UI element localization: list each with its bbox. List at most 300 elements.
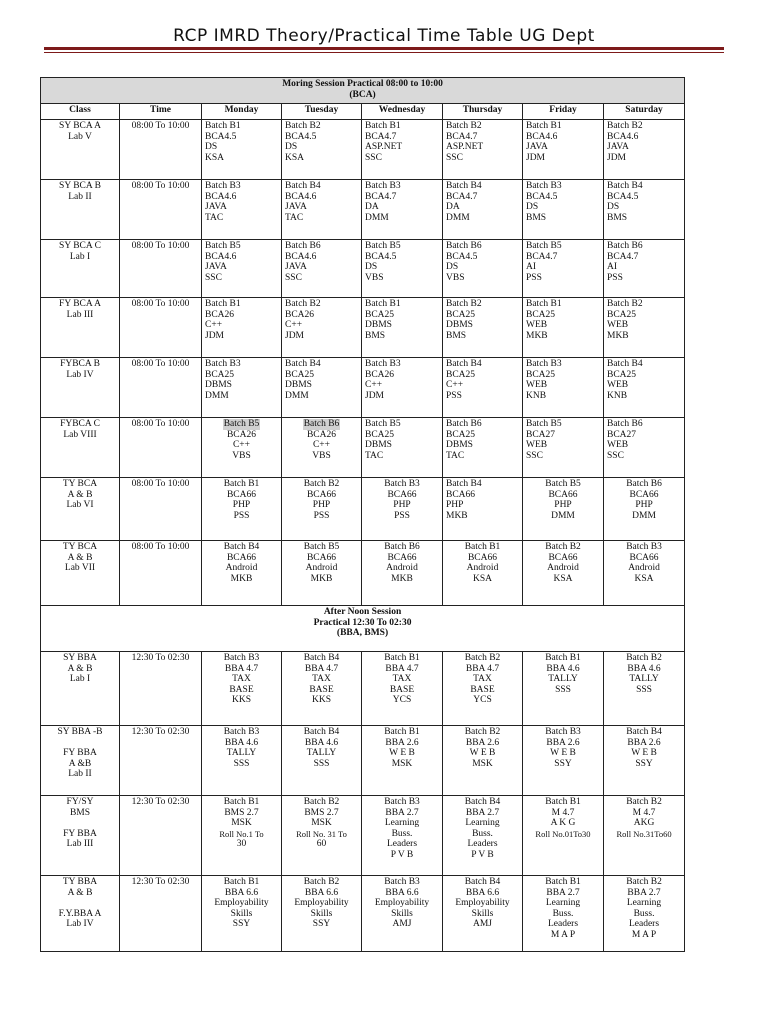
slot-line: BCA66 bbox=[306, 552, 337, 563]
slot-line: DMM bbox=[551, 510, 575, 521]
slot-line: KNB bbox=[526, 390, 547, 401]
batch-label: Batch B5 bbox=[223, 419, 260, 429]
slot-line: MKB bbox=[310, 573, 333, 584]
batch-label: Batch B2 bbox=[285, 299, 321, 309]
batch-label: Batch B2 bbox=[303, 877, 340, 887]
morning-session-header bbox=[41, 78, 685, 104]
slot-cell bbox=[282, 726, 362, 796]
slot-line: SSS bbox=[636, 684, 652, 695]
slot-cell bbox=[282, 358, 362, 418]
slot-line: AMJ bbox=[472, 919, 492, 930]
batch-label: Batch B1 bbox=[545, 797, 581, 807]
slot-line: BBA 4.7 bbox=[385, 663, 419, 674]
slot-cell bbox=[523, 298, 604, 358]
slot-line: BCA4.6 bbox=[526, 131, 558, 142]
time-cell: 12:30 To 02:30 bbox=[120, 796, 202, 876]
slot-line: BCA26 bbox=[205, 309, 235, 320]
class-line: TY BCA bbox=[62, 479, 98, 489]
slot-line: SSC bbox=[446, 152, 463, 163]
class-line: Lab II bbox=[68, 191, 92, 202]
batch-label: Batch B6 bbox=[285, 241, 321, 251]
slot-line: BASE bbox=[389, 684, 415, 695]
slot-line: BCA25 bbox=[365, 429, 395, 440]
slot-line: M 4.7 bbox=[551, 807, 575, 818]
slot-line: BBA 4.6 bbox=[224, 737, 259, 748]
batch-label: Batch B4 bbox=[607, 181, 643, 191]
slot-line: C++ bbox=[446, 380, 464, 391]
class-line: TY BBA bbox=[62, 877, 98, 887]
slot-line: BCA26 bbox=[285, 309, 315, 320]
slot-line: BBA 2.6 bbox=[627, 737, 661, 748]
slot-line: BCA66 bbox=[467, 552, 498, 563]
slot-line: PSS bbox=[526, 272, 542, 283]
slot-line: BBA 4.6 bbox=[546, 663, 580, 674]
slot-cell bbox=[443, 180, 523, 240]
batch-label: Batch B1 bbox=[545, 653, 581, 663]
slot-line: BCA25 bbox=[365, 309, 395, 320]
batch-label: Batch B4 bbox=[223, 542, 260, 552]
batch-label: Batch B3 bbox=[223, 653, 260, 663]
slot-cell bbox=[443, 240, 523, 298]
slot-cell bbox=[202, 358, 282, 418]
title-rule-thick bbox=[44, 47, 724, 50]
class-line: SY BCA C bbox=[59, 241, 101, 251]
slot-line: W E B bbox=[469, 748, 496, 759]
batch-label: Batch B6 bbox=[446, 241, 482, 251]
slot-cell bbox=[282, 478, 362, 541]
morning-row bbox=[41, 298, 685, 358]
slot-line: DS bbox=[526, 202, 539, 213]
batch-label: Batch B5 bbox=[365, 419, 401, 429]
slot-cell bbox=[362, 358, 443, 418]
afternoon-row bbox=[41, 796, 685, 876]
class-line: FY BBA bbox=[63, 748, 97, 759]
slot-line: JAVA bbox=[526, 142, 548, 153]
class-line: Lab VIII bbox=[63, 429, 97, 440]
batch-label: Batch B4 bbox=[464, 877, 501, 887]
slot-line: BBA 4.7 bbox=[465, 663, 500, 674]
slot-line: BCA66 bbox=[306, 489, 337, 500]
slot-line: C++ bbox=[312, 440, 331, 451]
slot-line: MSK bbox=[311, 818, 332, 829]
slot-cell bbox=[362, 478, 443, 541]
slot-line: BCA4.7 bbox=[365, 191, 397, 202]
slot-line: PSS bbox=[607, 272, 623, 283]
class-line: SY BBA bbox=[63, 653, 97, 663]
slot-line: 30 bbox=[236, 839, 247, 850]
slot-cell bbox=[523, 418, 604, 478]
slot-line: W E B bbox=[631, 748, 657, 759]
slot-line: BCA4.6 bbox=[205, 191, 237, 202]
title-rule-thin bbox=[44, 52, 724, 53]
slot-line: JAVA bbox=[205, 202, 227, 213]
slot-line: BCA25 bbox=[526, 309, 556, 320]
slot-cell bbox=[202, 796, 282, 876]
slot-line: BCA66 bbox=[446, 489, 476, 500]
slot-line: BCA4.6 bbox=[285, 251, 317, 262]
slot-line: MKB bbox=[391, 573, 413, 584]
slot-line: KSA bbox=[285, 152, 305, 163]
slot-line: SSS bbox=[313, 758, 330, 769]
slot-line: PHP bbox=[232, 500, 251, 511]
slot-cell bbox=[604, 120, 685, 180]
slot-cell bbox=[443, 876, 523, 952]
slot-line: SSC bbox=[526, 450, 543, 461]
slot-cell bbox=[282, 652, 362, 726]
class-line: Lab IV bbox=[66, 369, 94, 380]
afternoon-session-line3: (BBA, BMS) bbox=[336, 628, 389, 639]
batch-label: Batch B3 bbox=[526, 359, 562, 369]
class-line: Lab VI bbox=[66, 500, 94, 511]
slot-line: BCA27 bbox=[526, 429, 556, 440]
batch-label: Batch B4 bbox=[464, 797, 501, 807]
afternoon-row bbox=[41, 726, 685, 796]
batch-label: Batch B3 bbox=[384, 479, 420, 489]
batch-label: Batch B2 bbox=[626, 877, 662, 887]
time-cell: 12:30 To 02:30 bbox=[120, 876, 202, 952]
slot-line: JDM bbox=[607, 152, 627, 163]
batch-label: Batch B1 bbox=[384, 653, 420, 663]
batch-label: Batch B1 bbox=[205, 121, 241, 131]
slot-line: BCA25 bbox=[446, 429, 476, 440]
slot-line: BCA66 bbox=[629, 489, 659, 500]
slot-cell bbox=[202, 180, 282, 240]
batch-label: Batch B2 bbox=[626, 797, 662, 807]
slot-line: A K G bbox=[550, 818, 576, 829]
slot-line: BMS bbox=[526, 212, 547, 223]
slot-line: WEB bbox=[607, 320, 629, 331]
slot-cell bbox=[604, 478, 685, 541]
batch-label: Batch B6 bbox=[446, 419, 482, 429]
class-line: FY BCA A bbox=[59, 299, 101, 309]
slot-line: Learning bbox=[545, 898, 581, 909]
slot-line: TAC bbox=[446, 450, 465, 461]
batch-label: Batch B5 bbox=[365, 241, 401, 251]
batch-label: Batch B5 bbox=[303, 542, 340, 552]
slot-line: KSA bbox=[634, 573, 654, 584]
slot-line: JDM bbox=[365, 390, 385, 401]
slot-line: M A P bbox=[550, 929, 576, 940]
slot-line: DMM bbox=[365, 212, 389, 223]
slot-cell bbox=[443, 298, 523, 358]
slot-line: SSY bbox=[232, 919, 251, 930]
slot-cell bbox=[282, 541, 362, 606]
batch-label: Batch B2 bbox=[446, 299, 482, 309]
batch-label: Batch B5 bbox=[526, 419, 562, 429]
time-cell: 08:00 To 10:00 bbox=[120, 358, 202, 418]
slot-cell bbox=[604, 796, 685, 876]
slot-line: PSS bbox=[313, 510, 330, 521]
slot-cell bbox=[202, 298, 282, 358]
slot-line: BCA4.5 bbox=[285, 131, 317, 142]
slot-line: DS bbox=[607, 202, 620, 213]
class-line: SY BCA A bbox=[59, 121, 101, 131]
slot-line: BBA 4.6 bbox=[627, 663, 661, 674]
slot-line: Buss. bbox=[552, 908, 574, 919]
batch-label: Batch B1 bbox=[223, 877, 260, 887]
slot-cell bbox=[523, 796, 604, 876]
slot-cell bbox=[604, 876, 685, 952]
slot-line: AI bbox=[526, 262, 537, 273]
slot-line: MKB bbox=[446, 510, 468, 521]
class-line: F.Y.BBA A bbox=[58, 908, 102, 919]
slot-line: Roll No.31To60 bbox=[616, 828, 672, 839]
slot-cell bbox=[282, 180, 362, 240]
slot-line: TAC bbox=[205, 212, 224, 223]
batch-label: Batch B4 bbox=[285, 181, 321, 191]
class-line: A & B bbox=[67, 552, 93, 563]
slot-cell bbox=[443, 796, 523, 876]
slot-line: DS bbox=[446, 262, 459, 273]
batch-label: Batch B2 bbox=[607, 121, 643, 131]
slot-cell bbox=[282, 240, 362, 298]
afternoon-session-header bbox=[41, 606, 685, 652]
class-cell bbox=[41, 298, 120, 358]
slot-line: BBA 4.7 bbox=[304, 663, 339, 674]
morning-row bbox=[41, 120, 685, 180]
time-cell: 08:00 To 10:00 bbox=[120, 240, 202, 298]
time-cell: 08:00 To 10:00 bbox=[120, 418, 202, 478]
slot-line: AKG bbox=[633, 818, 655, 829]
slot-line: Leaders bbox=[628, 919, 660, 930]
slot-line: MKB bbox=[526, 330, 548, 341]
slot-line: Learning bbox=[626, 898, 662, 909]
batch-label: Batch B6 bbox=[607, 241, 643, 251]
slot-line: BCA66 bbox=[548, 552, 578, 563]
slot-cell bbox=[523, 120, 604, 180]
class-line: Lab III bbox=[66, 839, 94, 850]
slot-cell bbox=[282, 796, 362, 876]
slot-cell bbox=[604, 298, 685, 358]
slot-line: P V B bbox=[390, 849, 414, 860]
batch-label: Batch B3 bbox=[384, 877, 420, 887]
slot-line: Learning bbox=[465, 818, 500, 829]
slot-line: BBA 4.7 bbox=[224, 663, 259, 674]
slot-line: JAVA bbox=[205, 262, 227, 273]
slot-cell bbox=[362, 726, 443, 796]
batch-label: Batch B6 bbox=[607, 419, 643, 429]
slot-line: MSK bbox=[391, 758, 413, 769]
class-cell bbox=[41, 240, 120, 298]
batch-label: Batch B1 bbox=[223, 797, 260, 807]
slot-line: BMS bbox=[446, 330, 467, 341]
column-header-row bbox=[41, 104, 685, 120]
slot-line: BCA25 bbox=[446, 369, 476, 380]
class-line: FYBCA C bbox=[60, 419, 100, 429]
slot-cell bbox=[443, 541, 523, 606]
batch-label: Batch B2 bbox=[464, 727, 501, 737]
batch-label: Batch B3 bbox=[205, 359, 241, 369]
slot-line: PHP bbox=[446, 500, 464, 511]
slot-line: BCA26 bbox=[226, 429, 257, 440]
class-line: SY BBA -B bbox=[57, 727, 103, 737]
slot-line: BCA4.7 bbox=[607, 251, 639, 262]
slot-cell bbox=[443, 358, 523, 418]
slot-line: TAX bbox=[312, 674, 331, 685]
slot-line: TAC bbox=[365, 450, 384, 461]
slot-line: TALLY bbox=[306, 748, 337, 759]
slot-line: MSK bbox=[472, 758, 493, 769]
slot-line: PHP bbox=[554, 500, 572, 511]
header-time: Time bbox=[120, 104, 202, 120]
batch-label: Batch B2 bbox=[446, 121, 482, 131]
slot-line: SSS bbox=[233, 758, 250, 769]
slot-line: BBA 6.6 bbox=[224, 887, 259, 898]
slot-line: DA bbox=[446, 202, 460, 213]
slot-cell bbox=[523, 876, 604, 952]
time-cell: 08:00 To 10:00 bbox=[120, 180, 202, 240]
batch-label: Batch B3 bbox=[526, 181, 562, 191]
slot-cell bbox=[604, 541, 685, 606]
slot-line: M 4.7 bbox=[632, 807, 656, 818]
slot-line: W E B bbox=[389, 748, 415, 759]
slot-line: BCA4.5 bbox=[365, 251, 397, 262]
slot-line: YCS bbox=[473, 695, 492, 706]
slot-line: WEB bbox=[607, 440, 629, 451]
slot-line: BCA66 bbox=[629, 552, 659, 563]
slot-line: SSC bbox=[365, 152, 382, 163]
slot-cell bbox=[282, 120, 362, 180]
slot-cell bbox=[362, 876, 443, 952]
slot-line: BCA66 bbox=[548, 489, 578, 500]
batch-label: Batch B4 bbox=[446, 359, 482, 369]
morning-row bbox=[41, 478, 685, 541]
batch-label: Batch B2 bbox=[303, 479, 340, 489]
class-line: A & B bbox=[67, 489, 93, 500]
slot-line: BBA 2.7 bbox=[385, 807, 419, 818]
slot-line: C++ bbox=[205, 320, 223, 331]
slot-cell bbox=[443, 120, 523, 180]
class-line: FY/SY bbox=[66, 797, 94, 807]
batch-label: Batch B1 bbox=[365, 121, 401, 131]
batch-label: Batch B1 bbox=[526, 121, 562, 131]
class-line: SY BCA B bbox=[59, 181, 101, 191]
slot-line: Leaders bbox=[467, 839, 498, 850]
slot-line: BBA 6.6 bbox=[465, 887, 500, 898]
slot-line: BBA 2.6 bbox=[385, 737, 419, 748]
slot-line: TAX bbox=[473, 674, 492, 685]
slot-line: BASE bbox=[470, 684, 495, 695]
slot-line: KKS bbox=[311, 695, 331, 706]
slot-line: BCA26 bbox=[306, 429, 337, 440]
slot-line: Learning bbox=[384, 818, 420, 829]
slot-cell bbox=[202, 652, 282, 726]
slot-line: SSC bbox=[205, 272, 222, 283]
morning-row bbox=[41, 418, 685, 478]
batch-label: Batch B1 bbox=[545, 877, 581, 887]
slot-line: TALLY bbox=[629, 674, 659, 685]
slot-line: JAVA bbox=[285, 202, 307, 213]
slot-cell bbox=[443, 726, 523, 796]
batch-label: Batch B2 bbox=[464, 653, 501, 663]
slot-line: BCA25 bbox=[526, 369, 556, 380]
batch-label: Batch B3 bbox=[545, 727, 581, 737]
slot-line: TAX bbox=[392, 674, 412, 685]
slot-line: WEB bbox=[607, 380, 629, 391]
class-line: Lab II bbox=[68, 769, 92, 780]
slot-line: BCA25 bbox=[607, 369, 637, 380]
batch-label: Batch B3 bbox=[365, 181, 401, 191]
slot-line: BBA 6.6 bbox=[304, 887, 339, 898]
slot-line: TALLY bbox=[226, 748, 257, 759]
batch-label: Batch B5 bbox=[545, 479, 581, 489]
slot-cell bbox=[202, 478, 282, 541]
slot-line: WEB bbox=[526, 380, 548, 391]
slot-line: BCA4.5 bbox=[607, 191, 639, 202]
header-wednesday: Wednesday bbox=[362, 104, 443, 120]
slot-line: Leaders bbox=[386, 839, 418, 850]
slot-line: BCA4.7 bbox=[365, 131, 397, 142]
slot-line: BCA25 bbox=[446, 309, 476, 320]
slot-line: Leaders bbox=[547, 919, 579, 930]
slot-line: BMS 2.7 bbox=[304, 807, 339, 818]
slot-line: C++ bbox=[232, 440, 251, 451]
slot-cell bbox=[443, 652, 523, 726]
slot-line: DBMS bbox=[285, 380, 312, 391]
morning-row bbox=[41, 240, 685, 298]
header-thursday: Thursday bbox=[443, 104, 523, 120]
class-line bbox=[44, 898, 116, 909]
slot-line: VBS bbox=[312, 450, 331, 461]
slot-cell bbox=[202, 726, 282, 796]
slot-line: BCA4.5 bbox=[446, 251, 478, 262]
morning-row bbox=[41, 358, 685, 418]
class-line: FY BBA bbox=[63, 828, 97, 839]
slot-line: DBMS bbox=[365, 320, 392, 331]
slot-cell bbox=[523, 180, 604, 240]
slot-line: KSA bbox=[553, 573, 573, 584]
batch-label: Batch B4 bbox=[303, 727, 340, 737]
class-line: Lab VII bbox=[64, 563, 96, 574]
slot-line: Skills bbox=[230, 908, 253, 919]
slot-cell bbox=[523, 726, 604, 796]
slot-cell bbox=[282, 298, 362, 358]
class-cell bbox=[41, 726, 120, 796]
slot-cell bbox=[604, 652, 685, 726]
slot-line: BCA27 bbox=[607, 429, 637, 440]
slot-cell bbox=[362, 541, 443, 606]
slot-line: BCA4.6 bbox=[607, 131, 639, 142]
batch-label: Batch B2 bbox=[607, 299, 643, 309]
slot-line: M A P bbox=[631, 929, 657, 940]
batch-label: Batch B3 bbox=[626, 542, 662, 552]
slot-line: Android bbox=[225, 563, 258, 574]
slot-line: BCA26 bbox=[365, 369, 395, 380]
time-cell: 08:00 To 10:00 bbox=[120, 298, 202, 358]
slot-line: Roll No. 31 To bbox=[296, 828, 347, 839]
slot-line: BBA 2.6 bbox=[546, 737, 580, 748]
slot-line: BCA4.5 bbox=[205, 131, 237, 142]
slot-line: PHP bbox=[393, 500, 411, 511]
batch-label: Batch B2 bbox=[285, 121, 321, 131]
slot-line: BMS bbox=[607, 212, 628, 223]
slot-line: SSY bbox=[554, 758, 572, 769]
class-line: A & B bbox=[67, 887, 93, 898]
slot-line: DBMS bbox=[365, 440, 392, 451]
slot-line: DBMS bbox=[205, 380, 232, 391]
slot-line: PSS bbox=[394, 510, 410, 521]
class-cell bbox=[41, 358, 120, 418]
batch-label: Batch B3 bbox=[365, 359, 401, 369]
slot-line: MKB bbox=[230, 573, 253, 584]
batch-label: Batch B5 bbox=[205, 241, 241, 251]
afternoon-session-line1: After Noon Session bbox=[323, 607, 402, 617]
slot-cell bbox=[202, 418, 282, 478]
time-cell: 08:00 To 10:00 bbox=[120, 120, 202, 180]
slot-line: SSC bbox=[285, 272, 302, 283]
slot-cell bbox=[362, 180, 443, 240]
slot-line: DA bbox=[365, 202, 379, 213]
